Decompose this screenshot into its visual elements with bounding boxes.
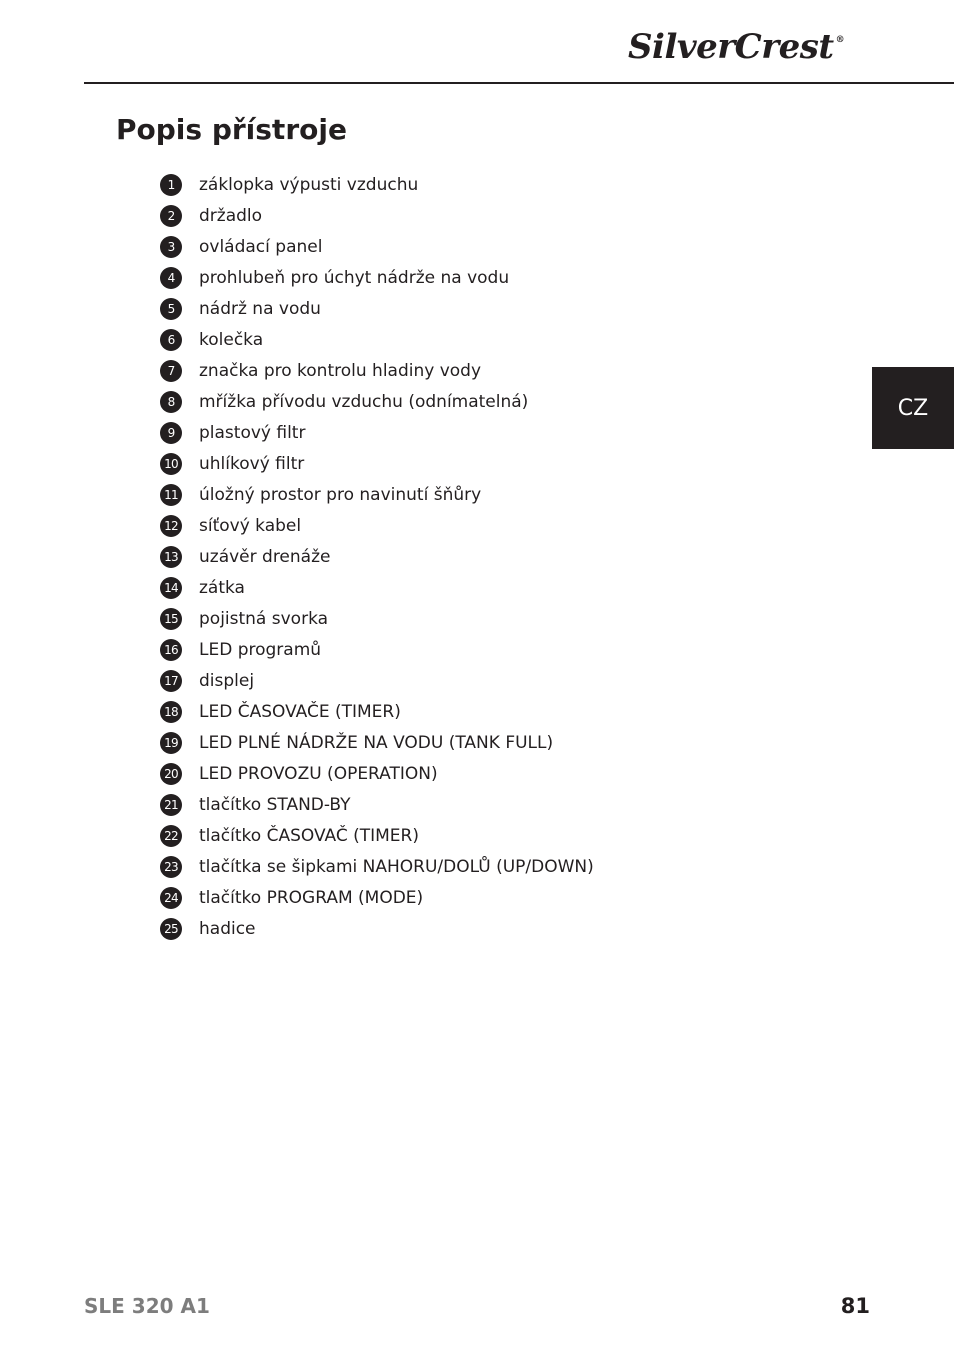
item-number-badge: 15 bbox=[160, 608, 182, 630]
list-item bbox=[160, 231, 594, 262]
item-label: LED programů bbox=[199, 639, 322, 660]
item-number-badge: 2 bbox=[160, 205, 182, 227]
item-label: ovládací panel bbox=[199, 236, 323, 257]
item-number-badge: 5 bbox=[160, 298, 182, 320]
item-label: nádrž na vodu bbox=[199, 298, 321, 319]
item-label: značka pro kontrolu hladiny vody bbox=[199, 360, 482, 381]
item-label: tlačítka se šipkami NAHORU/DOLŮ (UP/DOWN) bbox=[199, 856, 594, 877]
item-number-badge: 23 bbox=[160, 856, 182, 878]
registered-mark: ® bbox=[835, 35, 845, 45]
item-label: prohlubeň pro úchyt nádrže na vodu bbox=[199, 267, 510, 288]
item-number-badge: 8 bbox=[160, 391, 182, 413]
list-item bbox=[160, 386, 594, 417]
list-item bbox=[160, 293, 594, 324]
item-number-badge: 9 bbox=[160, 422, 182, 444]
item-number-badge: 10 bbox=[160, 453, 182, 475]
item-label: LED ČASOVAČE (TIMER) bbox=[199, 701, 401, 722]
list-item bbox=[160, 882, 594, 913]
item-number-badge: 3 bbox=[160, 236, 182, 258]
item-number-badge: 22 bbox=[160, 825, 182, 847]
item-number-badge: 19 bbox=[160, 732, 182, 754]
item-number-badge: 12 bbox=[160, 515, 182, 537]
item-number-badge: 11 bbox=[160, 484, 182, 506]
item-label: uhlíkový filtr bbox=[199, 453, 305, 474]
list-item bbox=[160, 913, 594, 944]
item-label: pojistná svorka bbox=[199, 608, 329, 629]
list-item bbox=[160, 510, 594, 541]
item-label: tlačítko PROGRAM (MODE) bbox=[199, 887, 424, 908]
parts-list bbox=[160, 169, 594, 944]
list-item bbox=[160, 448, 594, 479]
header-rule bbox=[84, 82, 954, 84]
list-item bbox=[160, 603, 594, 634]
item-label: zátka bbox=[199, 577, 245, 598]
item-number-badge: 21 bbox=[160, 794, 182, 816]
item-number-badge: 13 bbox=[160, 546, 182, 568]
brand-name: SilverCrest bbox=[628, 27, 834, 67]
list-item bbox=[160, 758, 594, 789]
item-label: úložný prostor pro navinutí šňůry bbox=[199, 484, 482, 505]
list-item bbox=[160, 727, 594, 758]
item-number-badge: 14 bbox=[160, 577, 182, 599]
list-item bbox=[160, 200, 594, 231]
item-label: displej bbox=[199, 670, 255, 691]
list-item bbox=[160, 851, 594, 882]
item-number-badge: 20 bbox=[160, 763, 182, 785]
list-item bbox=[160, 169, 594, 200]
list-item bbox=[160, 634, 594, 665]
list-item bbox=[160, 789, 594, 820]
list-item bbox=[160, 665, 594, 696]
list-item bbox=[160, 572, 594, 603]
item-label: kolečka bbox=[199, 329, 264, 350]
list-item bbox=[160, 696, 594, 727]
item-label: LED PROVOZU (OPERATION) bbox=[199, 763, 438, 784]
item-label: tlačítko ČASOVAČ (TIMER) bbox=[199, 825, 419, 846]
item-number-badge: 25 bbox=[160, 918, 182, 940]
language-tab: CZ bbox=[872, 367, 954, 449]
item-label: síťový kabel bbox=[199, 515, 302, 536]
list-item bbox=[160, 417, 594, 448]
item-label: držadlo bbox=[199, 205, 263, 226]
item-label: plastový filtr bbox=[199, 422, 306, 443]
item-label: záklopka výpusti vzduchu bbox=[199, 174, 419, 195]
list-item bbox=[160, 479, 594, 510]
item-number-badge: 17 bbox=[160, 670, 182, 692]
item-label: LED PLNÉ NÁDRŽE NA VODU (TANK FULL) bbox=[199, 732, 554, 753]
item-label: uzávěr drenáže bbox=[199, 546, 331, 567]
item-number-badge: 6 bbox=[160, 329, 182, 351]
item-number-badge: 18 bbox=[160, 701, 182, 723]
item-number-badge: 4 bbox=[160, 267, 182, 289]
brand-logo bbox=[628, 27, 845, 67]
list-item bbox=[160, 324, 594, 355]
item-number-badge: 16 bbox=[160, 639, 182, 661]
list-item bbox=[160, 820, 594, 851]
item-number-badge: 7 bbox=[160, 360, 182, 382]
list-item bbox=[160, 262, 594, 293]
page-title: Popis přístroje bbox=[116, 113, 347, 146]
list-item bbox=[160, 355, 594, 386]
item-number-badge: 24 bbox=[160, 887, 182, 909]
item-label: hadice bbox=[199, 918, 256, 939]
item-number-badge: 1 bbox=[160, 174, 182, 196]
footer-model-number: SLE 320 A1 bbox=[84, 1294, 210, 1318]
list-item bbox=[160, 541, 594, 572]
item-label: tlačítko STAND-BY bbox=[199, 794, 351, 815]
footer-page-number: 81 bbox=[840, 1294, 870, 1318]
item-label: mřížka přívodu vzduchu (odnímatelná) bbox=[199, 391, 529, 412]
